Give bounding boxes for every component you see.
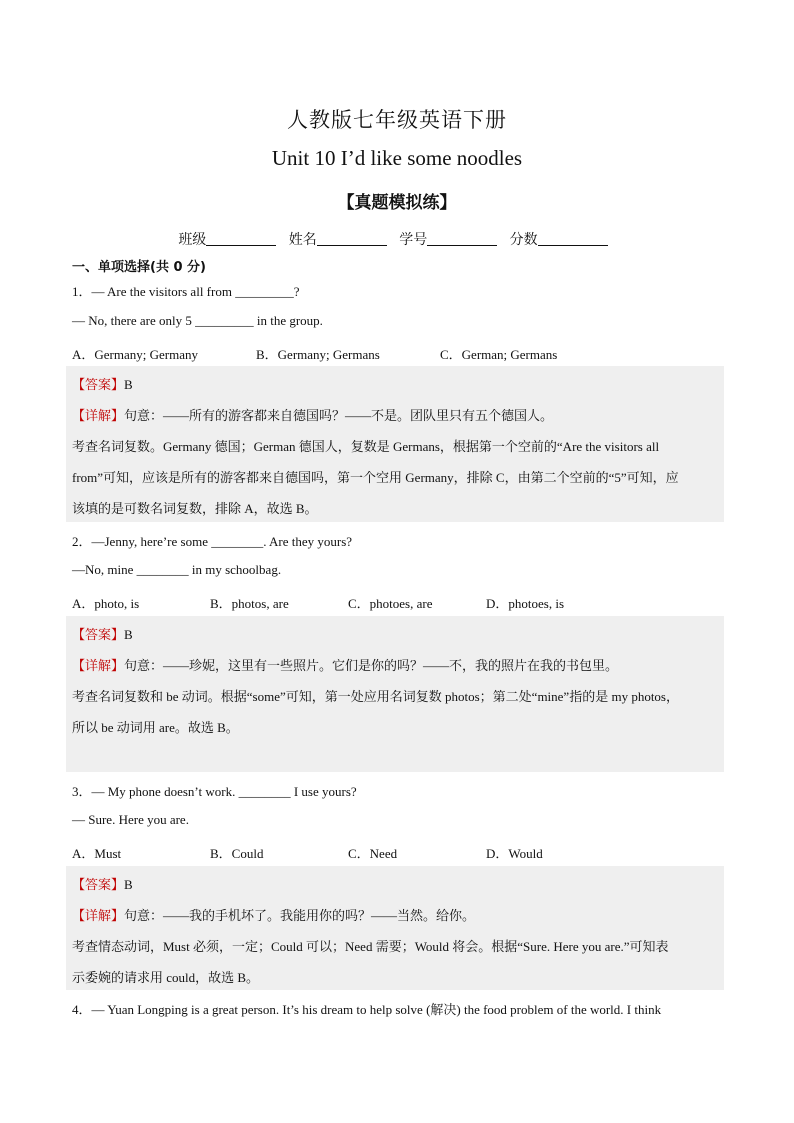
answer-label: 【答案】 <box>72 378 125 393</box>
question-3-line-2: — Sure. Here you are. <box>72 812 189 827</box>
detail-label: 【详解】 <box>72 409 125 424</box>
question-3-option-d: D．Would <box>486 846 543 861</box>
question-2-detail-2: 考查名词复数和 be 动词。根据“some”可知，第一处应用名词复数 photos；第二处“mine”指的是 my photos， <box>72 689 679 704</box>
question-2-line-1: 2．—Jenny, here’re some ________. Are they yours? <box>72 534 353 549</box>
document-title: 人教版七年级英语下册 <box>287 108 507 132</box>
answer-value: B <box>124 627 133 642</box>
question-2-answer-box <box>66 616 724 772</box>
question-2-detail-3: 所以 be 动词用 are。故选 B。 <box>72 720 239 735</box>
score-label: 分数 <box>509 232 538 248</box>
question-2-detail-1: 【详解】句意：——珍妮，这里有一些照片。它们是你的吗？——不，我的照片在我的书包里。 <box>72 658 619 674</box>
question-1-line-2: — No, there are only 5 _________ in the group. <box>72 313 323 328</box>
student-id-blank <box>427 231 497 246</box>
answer-label: 【答案】 <box>72 628 125 643</box>
answer-value: B <box>124 377 133 392</box>
student-info-row <box>0 229 794 249</box>
question-1-answer <box>72 374 720 393</box>
detail-label: 【详解】 <box>72 659 125 674</box>
question-3-answer <box>72 874 720 893</box>
question-2-answer <box>72 624 720 643</box>
unit-title: Unit 10 I’d like some noodles <box>271 146 523 170</box>
name-blank <box>317 231 387 246</box>
question-3-option-c: C．Need <box>348 846 398 861</box>
question-1-detail-3: from”可知，应该是所有的游客都来自德国吗，第一个空用 Germany，排除 C，由第二个空前的“5”可知，应 <box>72 470 679 485</box>
question-1-line-1: 1．— Are the visitors all from _________? <box>72 284 300 299</box>
question-2-option-a: A．photo, is <box>72 596 140 611</box>
class-blank <box>206 231 276 246</box>
question-3-option-b: B．Could <box>210 846 264 861</box>
question-1-option-b: B．Germany; Germans <box>256 347 380 362</box>
question-1-detail-1: 【详解】句意：——所有的游客都来自德国吗？——不是。团队里只有五个德国人。 <box>72 408 554 424</box>
class-label: 班级 <box>178 232 207 248</box>
answer-label: 【答案】 <box>72 878 125 893</box>
question-2-line-2: —No, mine ________ in my schoolbag. <box>72 562 282 577</box>
question-3-option-a: A．Must <box>72 846 122 861</box>
name-label: 姓名 <box>288 232 317 248</box>
question-3-line-1: 3．— My phone doesn’t work. ________ I use yours? <box>72 784 357 799</box>
question-2-option-b: B．photos, are <box>210 596 289 611</box>
question-3-detail-3: 示委婉的请求用 could，故选 B。 <box>72 970 260 985</box>
question-3-detail-1: 【详解】句意：——我的手机坏了。我能用你的吗？——当然。给你。 <box>72 908 476 924</box>
question-2-option-d: D．photoes, is <box>486 596 565 611</box>
question-1-detail-4: 该填的是可数名词复数，排除 A，故选 B。 <box>72 501 318 516</box>
question-1-option-c: C．German; Germans <box>440 347 558 362</box>
question-1-option-a: A．Germany; Germany <box>72 347 198 362</box>
section-heading: 一、单项选择(共 0 分) <box>72 260 206 275</box>
question-2-option-c: C．photoes, are <box>348 596 433 611</box>
question-4-line-1: 4．— Yuan Longping is a great person. It’s his dream to help solve (解决) the food problem of the world. I think <box>72 1002 662 1017</box>
student-id-label: 学号 <box>399 232 428 248</box>
document-subtitle: 【真题模拟练】 <box>337 193 457 213</box>
answer-value: B <box>124 877 133 892</box>
question-3-answer-box <box>66 866 724 990</box>
question-1-answer-box <box>66 366 724 522</box>
question-1-detail-2: 考查名词复数。Germany 德国；German 德国人，复数是 Germans，根据第一个空前的“Are the visitors all <box>72 439 660 454</box>
question-3-detail-2: 考查情态动词，Must 必须，一定；Could 可以；Need 需要；Would 将会。根据“Sure. Here you are.”可知表 <box>72 939 669 954</box>
score-blank <box>538 231 608 246</box>
detail-label: 【详解】 <box>72 909 125 924</box>
